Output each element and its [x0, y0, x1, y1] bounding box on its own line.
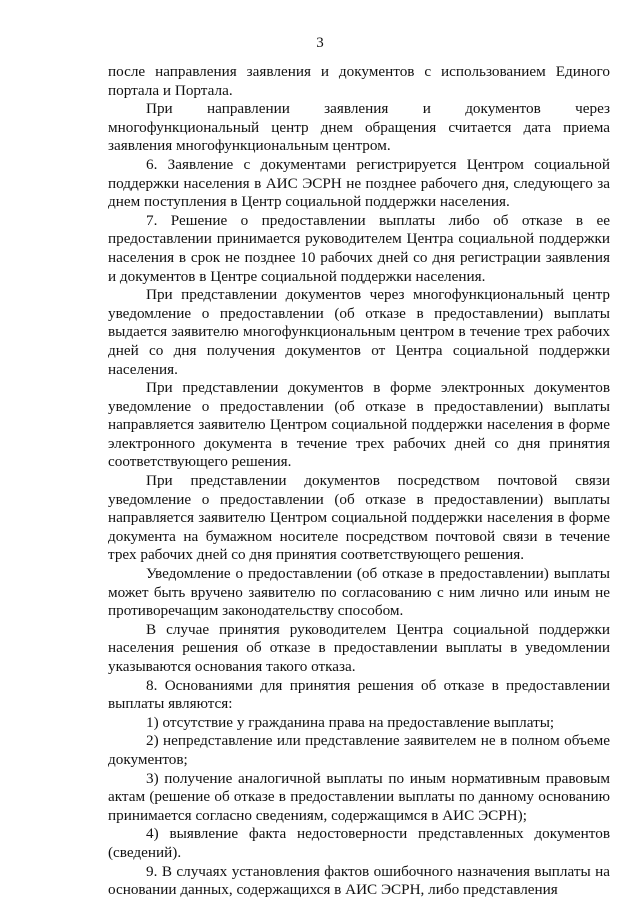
- document-body: [108, 63, 610, 900]
- list-item-2: 2) непредставление или представление заявителем не в полном объеме документов;: [108, 732, 610, 768]
- paragraph-8-refusal-grounds: 8. Основаниями для принятия решения об отказе в предоставлении выплаты являются:: [108, 676, 610, 713]
- paragraph-refusal-grounds-notice: В случае принятия руководителем Центра социальной поддержки населения решения об отказе в предоставлении выплаты в уведомлении указываются основания такого отказа.: [108, 620, 610, 675]
- paragraph-9-erroneous-assignment: 9. В случаях установления фактов ошибочного назначения выплаты на основании данных, содержащихся в АИС ЭСРН, либо представления: [108, 862, 610, 899]
- page-number: 3: [316, 35, 324, 51]
- list-item-4: 4) выявление факта недостоверности представленных документов (сведений).: [108, 825, 610, 861]
- paragraph-continuation: после направления заявления и документов с использованием Единого портала и Портала.: [108, 63, 610, 99]
- paragraph-mfc-date: При направлении заявления и документов через многофункциональный центр днем обращения считается дата приема заявления многофункциональным центром.: [108, 100, 610, 155]
- list-item-1: 1) отсутствие у гражданина права на предоставление выплаты;: [146, 713, 555, 731]
- paragraph-6-registration: 6. Заявление с документами регистрируется Центром социальной поддержки населения в АИС ЭСРН не позднее рабочего дня, следующего за днем поступления в Центр социальной поддержки населения.: [108, 155, 610, 211]
- paragraph-personal-delivery: Уведомление о предоставлении (об отказе в предоставлении) выплаты может быть вручено заявителю по согласованию с ним лично или иным не противоречащим законодательству способом.: [108, 565, 610, 620]
- paragraph-postal-notification: При представлении документов посредством почтовой связи уведомление о предоставлении (об отказе в предоставлении) выплаты направляется заявителю Центром социальной поддержки населения в форме документа на бумажном носителе посредством почтовой связи в течение трех рабочих дней со дня принятия соответствующего решения.: [108, 472, 610, 564]
- paragraph-mfc-notification: При представлении документов через многофункциональный центр уведомление о предоставлении (об отказе в предоставлении) выплаты выдается заявителю многофункциональным центром в течение трех рабочих дней со дня получения документов от Центра социальной поддержки населения.: [108, 286, 610, 378]
- paragraph-7-decision: 7. Решение о предоставлении выплаты либо об отказе в ее предоставлении принимается руководителем Центра социальной поддержки населения в срок не позднее 10 рабочих дней со дня регистрации заявления и документов в Центре социальной поддержки населения.: [108, 211, 610, 285]
- list-item-3: 3) получение аналогичной выплаты по иным нормативным правовым актам (решение об отказе в предоставлении выплаты по данному основанию принимается согласно сведениям, содержащимся в АИС ЭСРН);: [108, 769, 610, 824]
- paragraph-electronic-notification: При представлении документов в форме электронных документов уведомление о предоставлении (об отказе в предоставлении) выплаты направляется заявителю Центром социальной поддержки населения в форме электронного документа в течение трех рабочих дней со дня принятия соответствующего решения.: [108, 379, 610, 471]
